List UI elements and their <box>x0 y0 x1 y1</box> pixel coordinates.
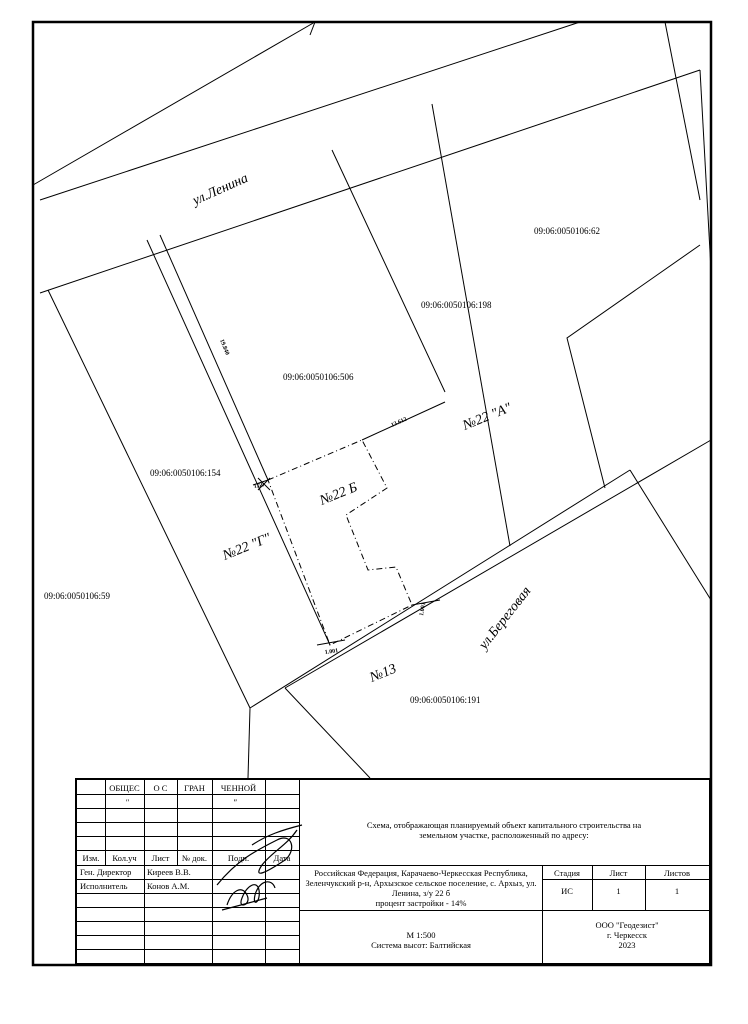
height-system-label: Система высот: Балтийская <box>371 940 471 950</box>
dimension-label-5: 1.001 <box>419 602 428 617</box>
parcel-62-label: 09:06:0050106:62 <box>534 226 601 236</box>
header-izm: Изм. <box>82 853 100 863</box>
building-percent: процент застройки - 14% <box>375 898 467 908</box>
plot-13-label: №13 <box>367 661 399 686</box>
parcel-191-label: 09:06:0050106:191 <box>410 695 481 705</box>
plot-22g-label: №22 "Г" <box>220 530 274 564</box>
stamp-top-text-2: О С <box>153 783 168 793</box>
plot-22a-label: №22 "А" <box>460 400 514 434</box>
dimension-lines <box>253 402 445 645</box>
street-lenina-label: ул.Ленина <box>190 170 251 209</box>
header-date: Дата <box>273 853 291 863</box>
stamp-top-text-4: ЧЕННОЙ <box>220 783 257 793</box>
name-executor: Конов А.М. <box>147 881 190 891</box>
parcel-lines <box>33 22 711 778</box>
parcel-59-label: 09:06:0050106:59 <box>44 591 111 601</box>
header-signature: Подп. <box>227 853 250 863</box>
stamp-top-text-3: ГРАН <box>184 783 205 793</box>
building-22b-outline <box>268 440 412 645</box>
drawing-title: Схема, отображающая планируемый объект капитального строительства на земельном участке, расположенный по адресу: <box>366 820 642 840</box>
role-executor: Исполнитель <box>80 881 128 891</box>
object-address: Российская Федерация, Карачаево-Черкесская Республика, Зеленчукский р-н, Архызское сельское поселение, с. Архыз, ул. Ленина, з/у 22 б <box>305 868 537 898</box>
header-kol-uch: Кол.уч <box>112 853 137 863</box>
dimension-label-4: 1.001 <box>324 648 339 656</box>
dimension-label-1: 19.840 <box>218 338 230 357</box>
stage-value: ИС <box>561 886 573 896</box>
sheets-header: Листов <box>664 868 690 878</box>
street-beregovaya-label: ул.Береговая <box>476 584 535 653</box>
parcel-506-label: 09:06:0050106:506 <box>283 372 354 382</box>
parcel-154-label: 09:06:0050106:154 <box>150 468 221 478</box>
header-doc-number: № док. <box>181 853 208 863</box>
sheet-value: 1 <box>616 886 621 896</box>
header-list: Лист <box>151 853 170 863</box>
sheet-header: Лист <box>609 868 628 878</box>
parcel-198-label: 09:06:0050106:198 <box>421 300 492 310</box>
stamp-quote-open: " <box>125 797 129 807</box>
role-director: Ген. Директор <box>80 867 132 877</box>
sheets-value: 1 <box>674 886 680 896</box>
stamp-top-text-1: ОБЩЕС <box>109 783 140 793</box>
handwritten-signatures <box>197 810 307 920</box>
scale-label: М 1:500 <box>406 930 436 940</box>
organization-year: 2023 <box>618 940 636 950</box>
title-block-stamp <box>75 778 711 965</box>
name-director: Киреев В.В. <box>147 867 191 877</box>
plot-22b-label: №22 Б <box>317 480 360 509</box>
organization-name: ООО "Геодезист" <box>595 920 659 930</box>
organization-city: г. Черкесск <box>607 930 647 940</box>
stage-header: Стадия <box>554 868 580 878</box>
stamp-quote-close: " <box>232 797 238 807</box>
dimension-label-2: 13.612 <box>390 416 408 429</box>
dimension-label-3: 1.50 <box>253 482 265 490</box>
